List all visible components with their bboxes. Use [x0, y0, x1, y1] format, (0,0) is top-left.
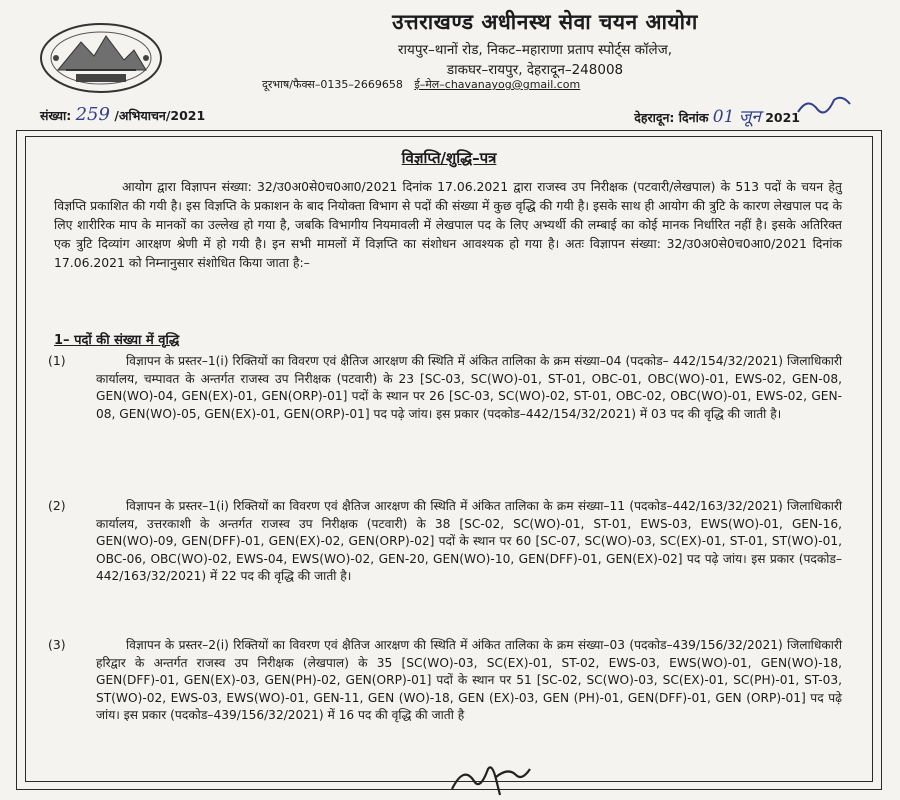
item-number: (1)	[48, 353, 66, 368]
contact-line	[262, 77, 580, 92]
date-label: देहरादून: दिनांक	[634, 110, 709, 125]
address-line-2: डाकघर–रायपुर, देहरादून–248008	[446, 62, 624, 78]
handwritten-correction-mark-icon	[794, 92, 854, 120]
intro-paragraph: आयोग द्वारा विज्ञापन संख्या: 32/उ0अ0से0च0आ0/2021 दिनांक 17.06.2021 द्वारा राजस्व उप निरीक्षक (पटवारी/लेखपाल) के 513 पदों के चयन हेतु विज्ञप्ति प्रकाशित की गयी है। इस विज्ञप्ति के प्रकाशन के बाद नियोक्ता विभाग से पदों की संख्या में कुछ वृद्धि की गयी है। इसके साथ ही आयोग की त्रुटि के कारण लेखपाल पद के लिए शारीरिक माप के मानकों का उल्लेख हो गया है, जबकि विभागीय नियमावली में लेखपाल पद के लिए अभ्यर्थी की लम्बाई का कोई मानक निर्धारित नहीं है। इसके अतिरिक्त एक त्रुटि दिव्यांग आरक्षण श्रेणी में हो गयी है। इन सभी मामलों में विज्ञप्ति का संशोधन आवश्यक हो गया है। अतः विज्ञापन संख्या: 32/उ0अ0से0च0आ0/2021 दिनांक 17.06.2021 को निम्नानुसार संशोधित किया जाता है:–	[54, 179, 842, 270]
contact-phone: दूरभाष/फैक्स–0135–2669658	[262, 78, 403, 91]
reference-handwritten-number: 259	[75, 104, 110, 125]
list-item	[38, 637, 842, 725]
org-name: उत्तराखण्ड अधीनस्थ सेवा चयन आयोग	[392, 10, 698, 34]
item-text: विज्ञापन के प्रस्तर–1(i) रिक्तियों का विवरण एवं क्षैतिज आरक्षण की स्थिति में अंकित तालिका के क्रम संख्या–04 (पदकोड– 442/154/32/2021) जिलाधिकारी कार्यालय, चम्पावत के अन्तर्गत राजस्व उप निरीक्षक (पटवारी) के 23 [SC-03, SC(WO)-01, ST-01, OBC-01, OBC(WO)-01, EWS-02, GEN-08, GEN(WO)-04, GEN(EX)-01, GEN(ORP)-01] पदों के स्थान पर 26 [SC-03, SC(WO)-02, ST-01, OBC-02, OBC(WO)-01, EWS-02, GEN-08, GEN(WO)-05, GEN(EX)-01, GEN(ORP)-01] पद पढ़े जांय। इस प्रकार (पदकोड–442/154/32/2021) में 03 पद की वृद्धि की जाती है।	[96, 354, 842, 421]
section-1-heading: 1– पदों की संख्या में वृद्धि	[54, 333, 180, 348]
item-text: विज्ञापन के प्रस्तर–1(i) रिक्तियों का विवरण एवं क्षैतिज आरक्षण की स्थिति में अंकित तालिका के क्रम संख्या–11 (पदकोड–442/163/32/2021) जिलाधिकारी कार्यालय, उत्तरकाशी के अन्तर्गत राजस्व उप निरीक्षक (पटवारी) के 38 [SC-02, SC(WO)-01, ST-01, EWS-03, EWS(WO)-01, GEN-16, GEN(WO)-09, GEN(DFF)-01, GEN(EX)-02, GEN(ORP)-02] पदों के स्थान पर 60 [SC-07, SC(WO)-03, SC(EX)-01, ST-01, ST(WO)-01, OBC-06, OBC(WO)-02, EWS-04, EWS(WO)-02, GEN-20, GEN(WO)-10, GEN(DFF)-01, GEN(EX)-02] पद पढ़े जांय। इस प्रकार (पदकोड– 442/163/32/2021) में 22 पद की वृद्धि की जाती है।	[96, 499, 842, 584]
list-item	[38, 353, 842, 423]
document-title-wrap	[26, 148, 872, 168]
contact-email: ई–मेल–chavanayog@gmail.com	[414, 78, 581, 91]
issue-date	[634, 104, 800, 127]
notice-body-frame	[16, 130, 882, 790]
item-number: (2)	[48, 498, 66, 513]
notice-body	[25, 136, 873, 782]
list-item	[38, 498, 842, 586]
reference-number	[40, 104, 205, 125]
reference-label: संख्या:	[40, 108, 72, 123]
date-handwritten-day: 01	[712, 107, 735, 127]
document-title: विज्ञप्ति/शुद्धि–पत्र	[401, 149, 497, 167]
date-year: 2021	[765, 110, 800, 125]
signature-icon	[446, 759, 536, 799]
commission-logo-icon	[36, 20, 166, 96]
date-handwritten-month: जून	[738, 107, 761, 127]
item-number: (3)	[48, 637, 66, 652]
item-text: विज्ञापन के प्रस्तर–2(i) रिक्तियों का विवरण एवं क्षैतिज आरक्षण की स्थिति में अंकित तालिका के क्रम संख्या–03 (पदकोड–439/156/32/2021) जिलाधिकारी हरिद्वार के अन्तर्गत राजस्व उप निरीक्षक (लेखपाल) के 35 [SC(WO)-03, SC(EX)-01, ST-02, EWS-03, EWS(WO)-01, GEN(WO)-18, GEN(DFF)-01, GEN(EX)-03, GEN(PH)-02, GEN(ORP)-01] पदों के स्थान पर 51 [SC-02, SC(WO)-03, SC(EX)-01, SC(PH)-01, ST-03, ST(WO)-02, EWS-03, EWS(WO)-01, GEN-11, GEN (WO)-18, GEN (EX)-03, GEN (PH)-01, GEN(DFF)-01, GEN (ORP)-01] पद पढ़े जांय। इस प्रकार (पदकोड–439/156/32/2021) में 16 पद की वृद्धि की जाती है	[96, 638, 842, 723]
reference-suffix: /अभियाचन/2021	[114, 108, 206, 123]
address-line-1: रायपुर–थानों रोड, निकट–महाराणा प्रताप स्पोर्ट्स कॉलेज,	[397, 42, 673, 58]
